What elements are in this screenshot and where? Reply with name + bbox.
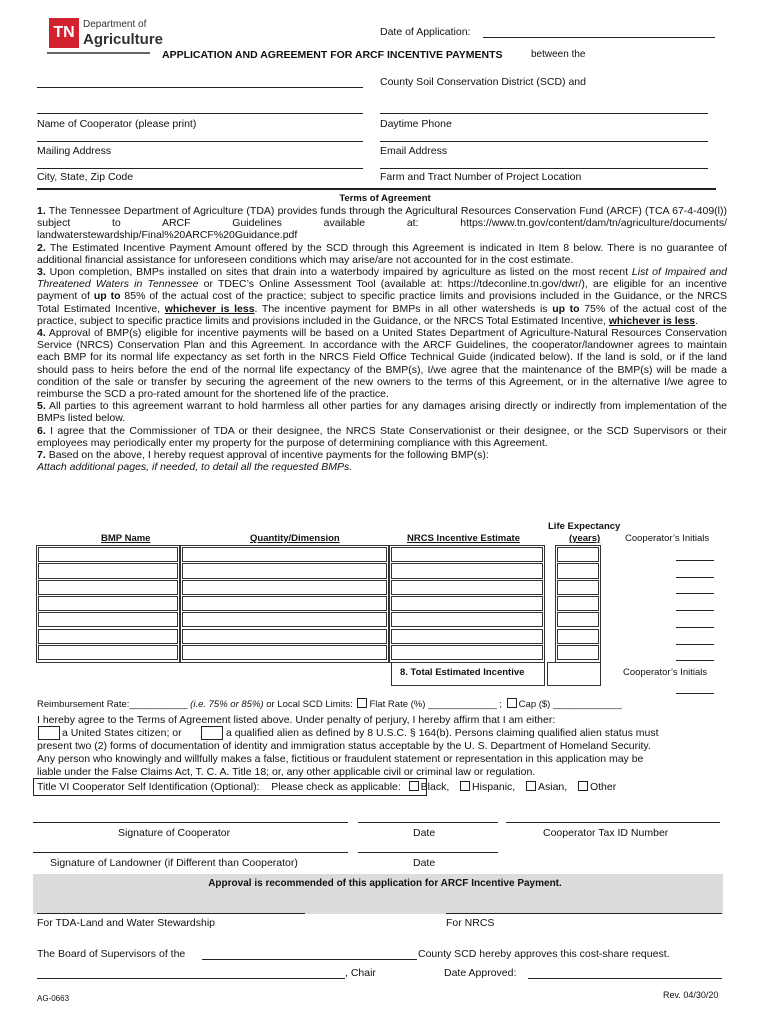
form-title-between: between the	[531, 49, 586, 60]
nrcs-signature-field[interactable]	[446, 913, 722, 914]
flat-rate-checkbox[interactable]	[357, 698, 367, 708]
col-nrcs-estimate: NRCS Incentive Estimate	[407, 533, 520, 544]
col-life-expectancy: Life Expectancy	[548, 521, 621, 532]
tda-label: For TDA-Land and Water Stewardship	[37, 917, 215, 929]
revision-date: Rev. 04/30/20	[663, 990, 719, 1000]
us-citizen-label: a United States citizen; or	[62, 727, 182, 739]
term-2: 2. The Estimated Incentive Payment Amount offered by the SCD through this Agreement is indicated in Item 8 below. There is no guarantee of additional financial assistance for unforeseen conditions which may arise/are not accounted for in the cost estimate.	[37, 241, 727, 266]
bmp-cell-nrcs-estimate[interactable]	[391, 612, 543, 627]
bmp-initials-field[interactable]	[676, 593, 714, 594]
col-quantity: Quantity/Dimension	[250, 533, 340, 544]
email-address-field[interactable]	[380, 141, 708, 142]
title-vi-row: Title VI Cooperator Self Identification (Optional): Please check as applicable: Black, Hispanic, Asian, Other	[37, 781, 617, 793]
term-3: 3. Upon completion, BMPs installed on sites that drain into a waterbody impaired by agriculture as listed on the most recent List of Impaired and Threatened Waters in Tennessee or TDEC’s Online Assessment Tool (available at: https://tdeconline.tn.gov/dwr/), are eligible for an incentive payment of up to 85% of the actual cost of the practice; subject to specific practice limits and provisions included in the Guidance, or the NRCS Total Estimated Incentive, whichever is less. The incentive payment for BMPs in all other watersheds is up to 75% of the actual cost of the practice, subject to specific practice limits and provisions included in the Guidance, or the NRCS Total Estimated Incentive, whichever is less.	[37, 266, 728, 327]
bmp-cell-life-expectancy[interactable]	[557, 580, 599, 595]
bmp-cell-quantity[interactable]	[182, 547, 387, 562]
tax-id-field[interactable]	[506, 822, 720, 823]
tn-logo-mark: TN	[49, 18, 79, 48]
chair-label: , Chair	[345, 967, 376, 979]
chair-signature-field[interactable]	[37, 978, 345, 979]
qualified-alien-label: a qualified alien as defined by 8 U.S.C. § 164(b). Persons claiming qualified alien status must	[226, 727, 659, 739]
bmp-cell-quantity[interactable]	[182, 629, 387, 644]
col-life-years: (years)	[569, 533, 601, 544]
city-state-zip-field[interactable]	[37, 168, 363, 169]
daytime-phone-label: Daytime Phone	[380, 118, 452, 130]
mailing-address-label: Mailing Address	[37, 145, 112, 157]
term-5: 5. All parties to this agreement warrant to hold harmless all other parties for any damages arising directly or indirectly from implementation of the BMPs listed below.	[37, 400, 727, 425]
farm-tract-label: Farm and Tract Number of Project Location	[380, 171, 582, 183]
bmp-cell-life-expectancy[interactable]	[557, 547, 599, 562]
section-divider	[37, 188, 716, 190]
bmp-cell-quantity[interactable]	[182, 563, 387, 578]
scd-label: County Soil Conservation District (SCD) and	[380, 76, 586, 88]
board-label: The Board of Supervisors of the	[37, 948, 186, 960]
cooperator-name-field[interactable]	[37, 113, 363, 114]
nrcs-label: For NRCS	[446, 917, 495, 929]
bmp-cell-nrcs-estimate[interactable]	[391, 629, 543, 644]
bmp-cell-nrcs-estimate[interactable]	[391, 547, 543, 562]
cooperator-date-field[interactable]	[358, 822, 498, 823]
form-number: AG-0663	[37, 994, 70, 1003]
cap-checkbox[interactable]	[507, 698, 517, 708]
col-cooperator-initials: Cooperator’s Initials	[625, 533, 710, 544]
bmp-cell-bmp-name[interactable]	[38, 629, 178, 644]
bmp-cell-bmp-name[interactable]	[38, 547, 178, 562]
fraud-warning-1: Any person who knowingly and willfully makes a false, fictitious or fraudulent statement or representation in this application may be	[37, 753, 644, 765]
approval-banner-text: Approval is recommended of this application for ARCF Incentive Payment.	[208, 878, 562, 889]
county-name-field[interactable]	[37, 87, 363, 88]
other-checkbox[interactable]	[578, 781, 588, 791]
bmp-initials-field[interactable]	[676, 644, 714, 645]
bmp-cell-quantity[interactable]	[182, 612, 387, 627]
terms-heading: Terms of Agreement	[339, 193, 431, 204]
date-label-1: Date	[413, 827, 436, 839]
bmp-cell-life-expectancy[interactable]	[557, 612, 599, 627]
bmp-cell-nrcs-estimate[interactable]	[391, 645, 543, 660]
bmp-initials-field[interactable]	[676, 610, 714, 611]
bmp-cell-bmp-name[interactable]	[38, 612, 178, 627]
date-approved-field[interactable]	[528, 978, 722, 979]
total-estimated-incentive-value[interactable]	[547, 662, 601, 686]
fraud-warning-2: liable under the False Claims Act, T. C. A. Title 18; or, any other applicable civil or criminal law or regulation.	[37, 766, 536, 778]
us-citizen-checkbox[interactable]	[38, 726, 60, 740]
bmp-cell-bmp-name[interactable]	[38, 580, 178, 595]
qualified-alien-checkbox[interactable]	[201, 726, 223, 740]
bmp-cell-nrcs-estimate[interactable]	[391, 563, 543, 578]
city-state-zip-label: City, State, Zip Code	[37, 171, 134, 183]
daytime-phone-field[interactable]	[380, 113, 708, 114]
attach-note: Attach additional pages, if needed, to detail all the requested BMPs.	[37, 461, 353, 474]
date-approved-label: Date Approved:	[444, 967, 517, 979]
reimbursement-row: Reimbursement Rate:___________ (i.e. 75% or 85%) or Local SCD Limits: Flat Rate (%) _____________ ; Cap ($) _____________	[37, 699, 622, 710]
hispanic-checkbox[interactable]	[460, 781, 470, 791]
bmp-cell-bmp-name[interactable]	[38, 563, 178, 578]
terms-body	[37, 205, 727, 473]
logo-agriculture-text: Agriculture	[83, 31, 164, 48]
col-bmp-name: BMP Name	[101, 533, 151, 544]
cooperator-name-label: Name of Cooperator (please print)	[37, 118, 197, 130]
bmp-initials-field[interactable]	[676, 627, 714, 628]
landowner-date-field[interactable]	[358, 852, 498, 853]
cooperator-signature-field[interactable]	[33, 822, 348, 823]
bmp-cell-quantity[interactable]	[182, 645, 387, 660]
affirmation-intro: I hereby agree to the Terms of Agreement listed above. Under penalty of perjury, I hereby affirm that I am either:	[37, 714, 556, 726]
bmp-cell-quantity[interactable]	[182, 596, 387, 611]
email-address-label: Email Address	[380, 145, 448, 157]
logo-underline	[47, 52, 150, 54]
bmp-cell-life-expectancy[interactable]	[557, 629, 599, 644]
qualified-alien-note: present two (2) forms of documentation of identity and immigration status acceptable by the U. S. Department of Homeland Security.	[37, 740, 651, 752]
mailing-address-field[interactable]	[37, 141, 363, 142]
total-initials-field[interactable]	[676, 693, 714, 694]
bmp-cell-bmp-name[interactable]	[38, 645, 178, 660]
asian-checkbox[interactable]	[526, 781, 536, 791]
tda-signature-field[interactable]	[37, 913, 305, 914]
form-title: APPLICATION AND AGREEMENT FOR ARCF INCENTIVE PAYMENTS	[162, 49, 503, 61]
date-of-application-label: Date of Application:	[380, 26, 471, 38]
bmp-cell-life-expectancy[interactable]	[557, 563, 599, 578]
bmp-cell-bmp-name[interactable]	[38, 596, 178, 611]
farm-tract-field[interactable]	[380, 168, 708, 169]
total-estimated-incentive-label-cell: 8. Total Estimated Incentive	[391, 662, 545, 686]
bmp-initials-field[interactable]	[676, 577, 714, 578]
date-of-application-field[interactable]	[483, 37, 715, 38]
bmp-cell-nrcs-estimate[interactable]	[391, 580, 543, 595]
landowner-signature-field[interactable]	[33, 852, 348, 853]
bmp-cell-quantity[interactable]	[182, 580, 387, 595]
logo-department-text: Department of	[83, 19, 147, 30]
bmp-cell-life-expectancy[interactable]	[557, 596, 599, 611]
bmp-initials-field[interactable]	[676, 660, 714, 661]
cooperator-signature-label: Signature of Cooperator	[118, 827, 231, 839]
term-1: 1. The Tennessee Department of Agriculture (TDA) provides funds through the Agricultural Resources Conservation Fund (ARCF) (TCA 67-4-409(l)) subject to ARCF Guidelines available at: https://www.tn.gov/content/dam/tn/agriculture/documents/ landwaterstewardship/Final%20ARCF%20Guidance.pdf	[37, 205, 727, 242]
bmp-cell-life-expectancy[interactable]	[557, 645, 599, 660]
landowner-signature-label: Signature of Landowner (if Different than Cooperator)	[50, 857, 298, 869]
bmp-cell-nrcs-estimate[interactable]	[391, 596, 543, 611]
term-4: 4. Approval of BMP(s) eligible for incentive payments will be based on a United States Department of Agriculture-Natural Resources Conservation Service (NRCS) Conservation Plan and this Agreement. In accordance with the ARCF Guidelines, the cooperator/landowner agrees to maintain each BMP for its normal life expectancy as set forth in the NRCS Field Office Technical Guide (indicated below). If the land is sold, or if the land should pass to heirs before the end of the normal life expectancy of the BMP(s), I/we agree that the maintenance of the BMP(s) will be made a condition of the sale or transfer by securing the agreement of the new owners to the terms of this Agreement, or in the alternative I/we agree to reimburse the SCD a pro-rated amount for the shortened life of the practice.	[37, 327, 727, 401]
board-county-field[interactable]	[202, 959, 417, 960]
date-label-2: Date	[413, 857, 436, 869]
term-6: 6. I agree that the Commissioner of TDA or their designee, the NRCS State Conservationist or their designee, or the SCD Supervisors or their employees may periodically enter my property for the purpose of determining compliance with this Agreement.	[37, 424, 727, 449]
county-approval-label: County SCD hereby approves this cost-share request.	[418, 948, 670, 960]
black-checkbox[interactable]	[409, 781, 419, 791]
tax-id-label: Cooperator Tax ID Number	[543, 827, 669, 839]
total-cooperator-initials-label: Cooperator’s Initials	[623, 667, 708, 678]
bmp-initials-field[interactable]	[676, 560, 714, 561]
term-7: 7. Based on the above, I hereby request approval of incentive payments for the following BMP(s):	[37, 449, 489, 462]
